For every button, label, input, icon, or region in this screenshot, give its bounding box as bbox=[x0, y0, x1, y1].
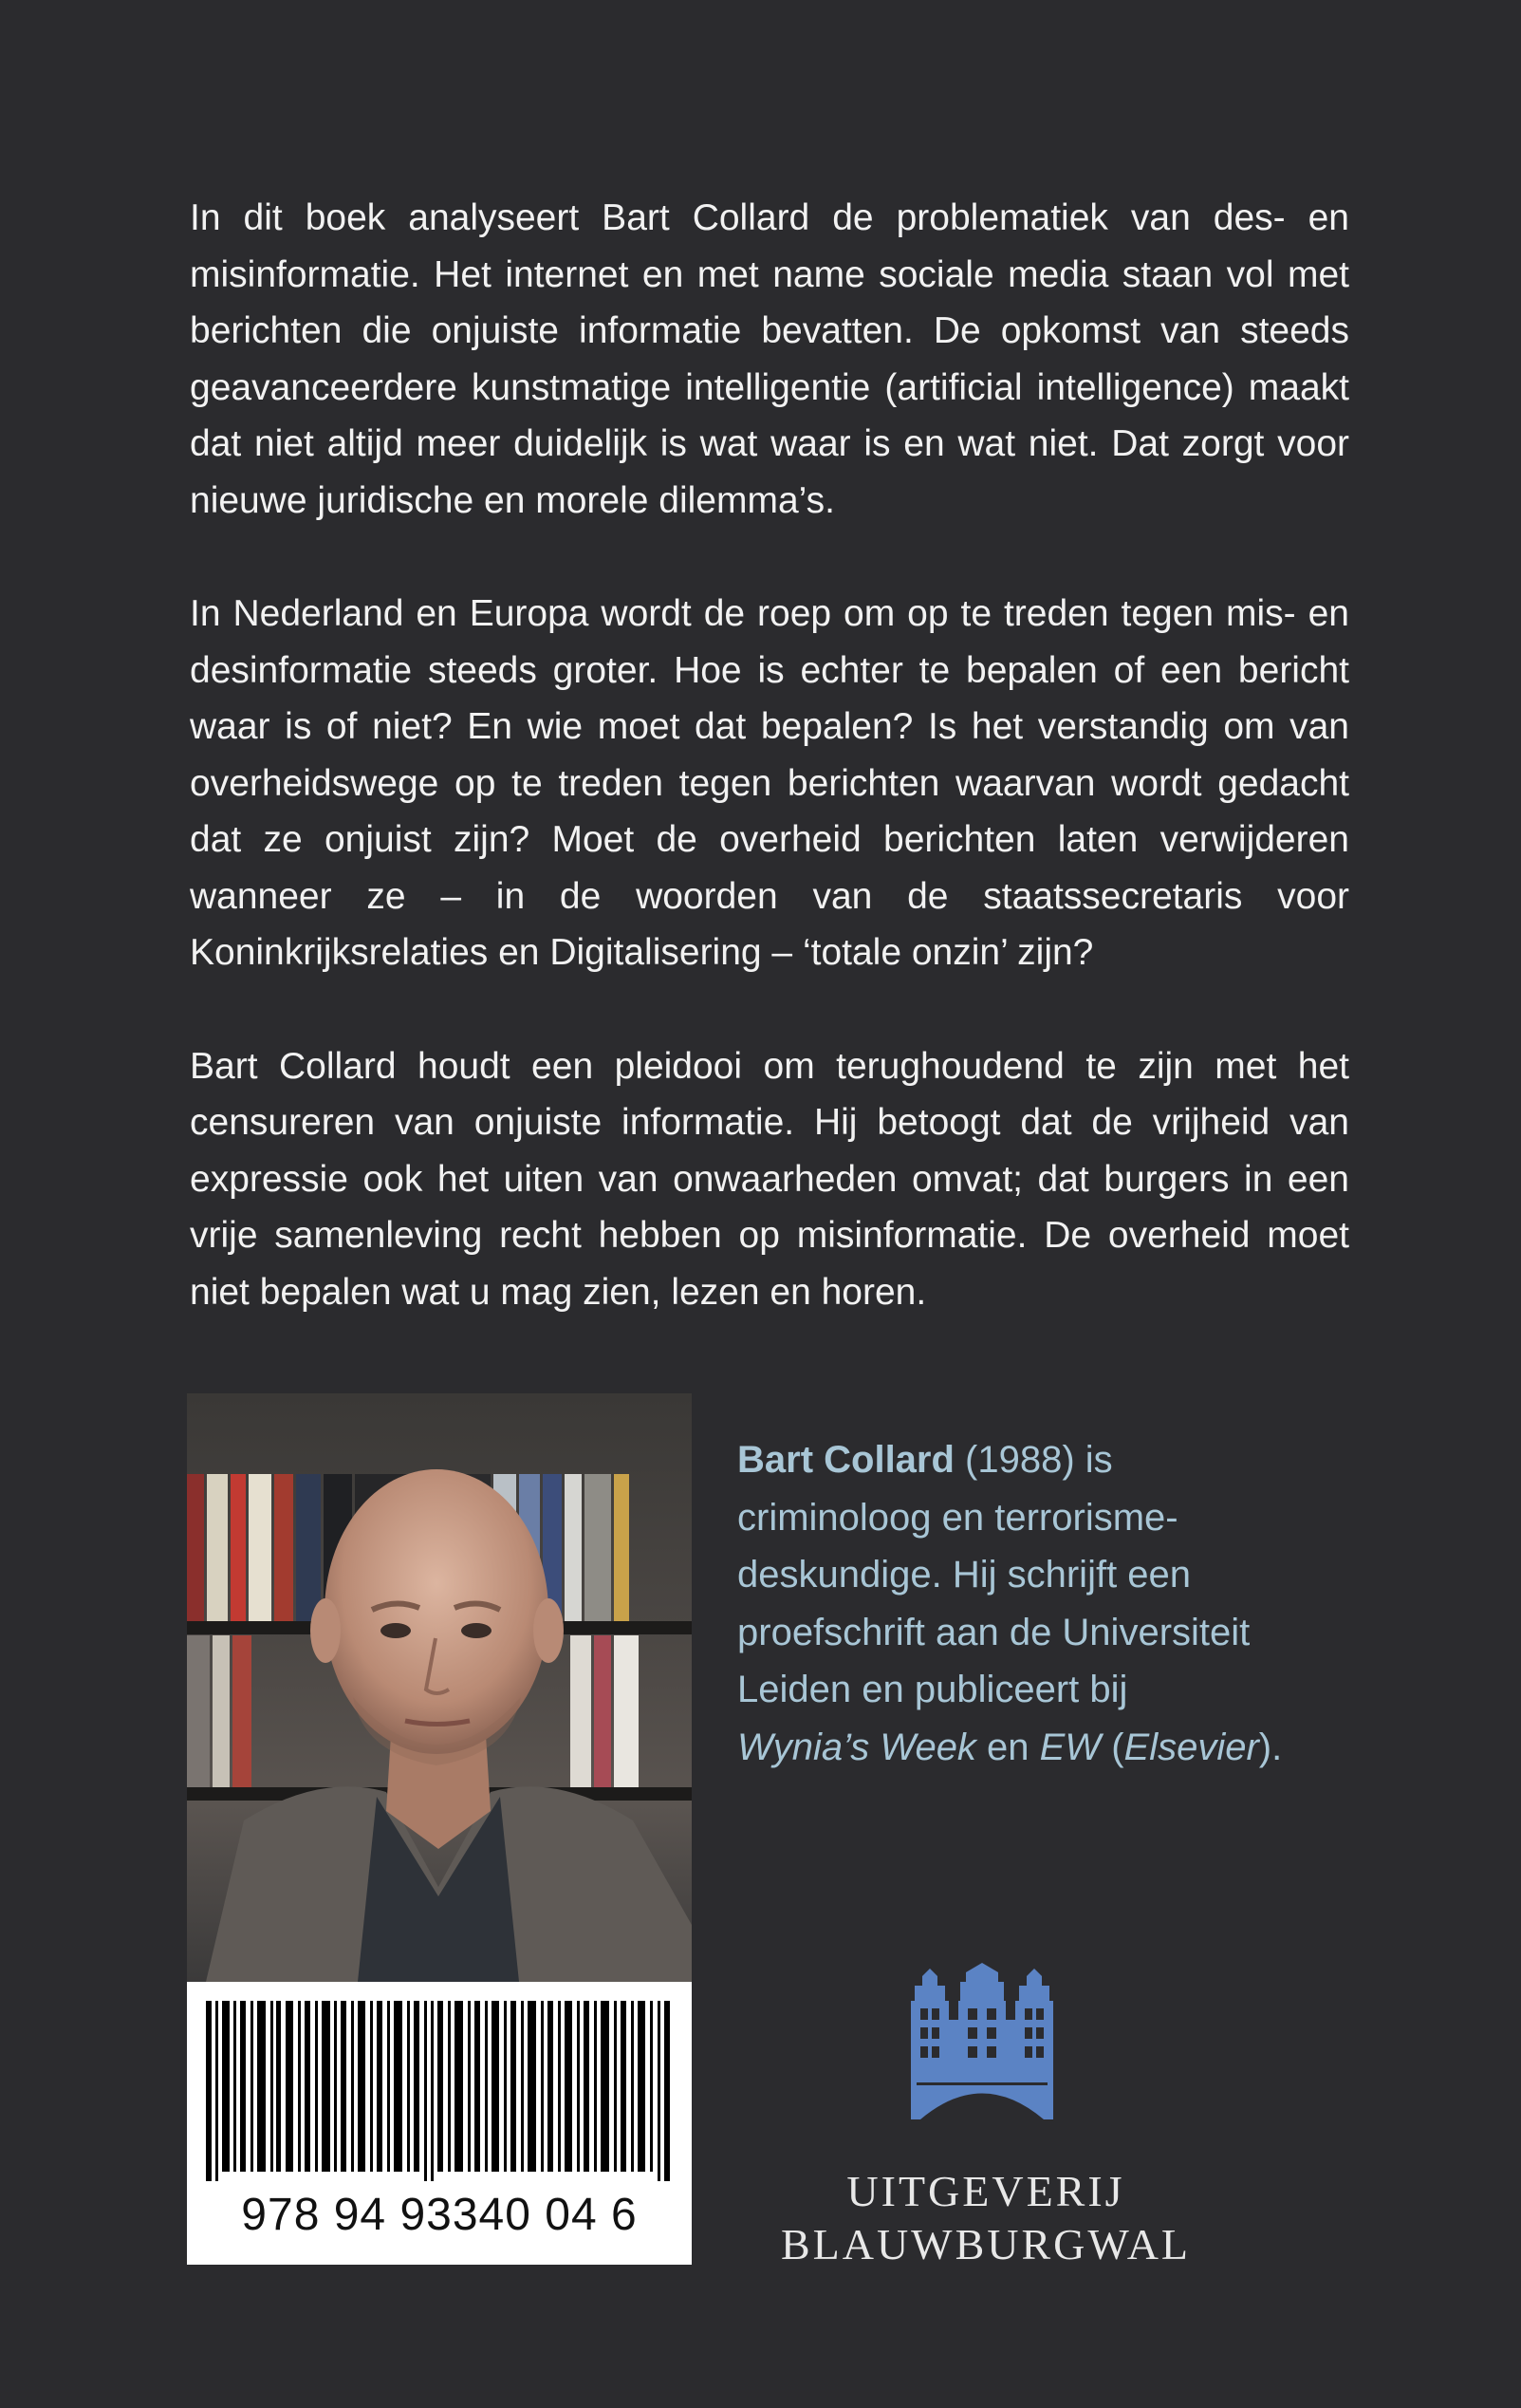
publication-ew: EW bbox=[1039, 1726, 1102, 1768]
bio-line-2: criminoloog en terrorisme- bbox=[737, 1496, 1178, 1539]
bio-close-paren: ). bbox=[1258, 1726, 1283, 1768]
bio-line-6 bbox=[737, 1719, 1345, 1777]
bio-line-1 bbox=[737, 1431, 1345, 1489]
bio-open-paren: ( bbox=[1101, 1726, 1124, 1768]
publication-elsevier: Elsevier bbox=[1123, 1726, 1259, 1768]
bio-line-4: proefschrift aan de Universiteit bbox=[737, 1611, 1251, 1653]
author-photo bbox=[187, 1393, 692, 1982]
bio-line-3: deskundige. Hij schrijft een bbox=[737, 1554, 1192, 1596]
publication-wynias-week: Wynia’s Week bbox=[737, 1726, 976, 1768]
author-name: Bart Collard bbox=[737, 1439, 955, 1481]
blurb-paragraph-2: In Nederland en Europa wordt de roep om op te treden tegen mis- en desinformatie steeds groter. Hoe is echter te bepalen of een bericht waar is of niet? En wie moet dat bepalen? Is het verstandig om van overheidswege op te treden tegen berichten waarvan wordt gedacht dat ze onjuist zijn? Moet de overheid berichten laten verwijderen wanneer ze – in de woorden van de staatssecretaris voor Koninkrijksrelaties en Digitalisering – ‘totale onzin’ zijn? bbox=[190, 593, 1349, 973]
back-cover-blurb bbox=[190, 190, 1349, 1320]
author-bio bbox=[737, 1431, 1345, 1776]
barcode-bars-icon bbox=[206, 2001, 673, 2181]
bio-conjunction: en bbox=[975, 1726, 1040, 1768]
author-birth-year: (1988) is bbox=[954, 1439, 1113, 1481]
publisher-name-line-1: UITGEVERIJ bbox=[846, 2167, 1125, 2215]
barcode bbox=[187, 1982, 692, 2265]
author-portrait-icon bbox=[187, 1393, 692, 1982]
canal-houses-bridge-logo-icon bbox=[911, 1963, 1053, 2119]
bio-line-5: Leiden en publiceert bij bbox=[737, 1669, 1128, 1710]
isbn-number: 978 94 93340 04 6 bbox=[241, 2190, 638, 2240]
blurb-paragraph-1: In dit boek analyseert Bart Collard de problematiek van des- en misinformatie. Het internet en met name sociale media staan vol met berichten die onjuiste informatie bevatten. De opkomst van steeds geavanceerdere kunstmatige intelligentie (artificial intelligence) maakt dat niet altijd meer duidelijk is wat waar is en wat niet. Dat zorgt voor nieuwe juridische en morele dilemma’s. bbox=[190, 197, 1349, 521]
blurb-paragraph-3: Bart Collard houdt een pleidooi om terughoudend te zijn met het censureren van onjuiste informatie. Hij betoogt dat de vrijheid van expressie ook het uiten van onwaarheden omvat; dat burgers in een vrije samenleving recht hebben op misinformatie. De overheid moet niet bepalen wat u mag zien, lezen en horen. bbox=[190, 1045, 1349, 1313]
publisher-name-line-2: BLAUWBURGWAL bbox=[780, 2220, 1192, 2268]
